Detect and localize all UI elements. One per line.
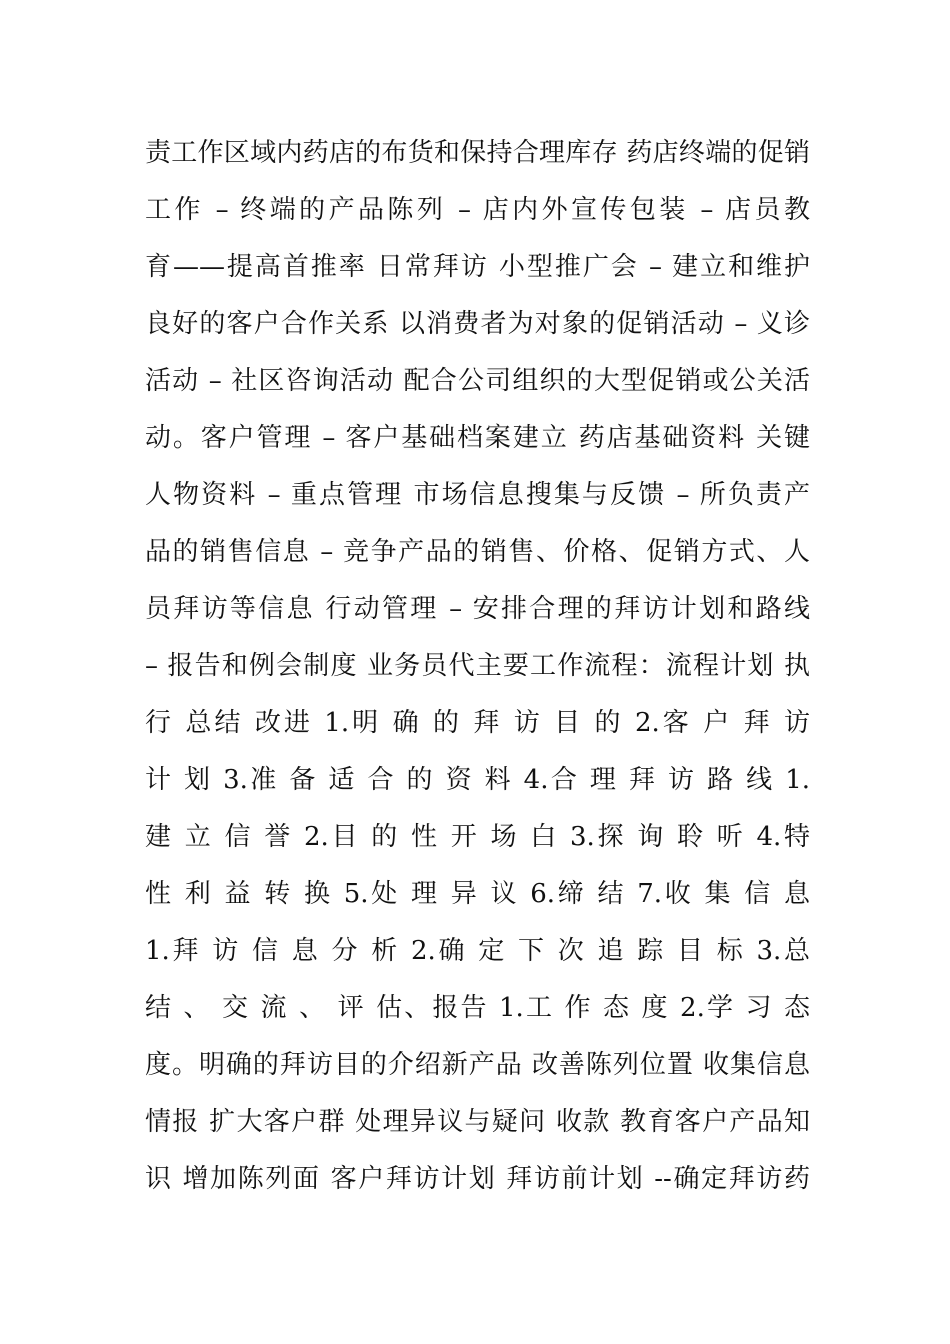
text-line: 1.拜 访 信 息 分 析 2.确 定 下 次 追 踪 目 标 3.总 <box>145 936 810 966</box>
text-line: 结 、 交 流 、 评 估、报告 1.工 作 态 度 2.学 习 态 <box>145 993 810 1023</box>
text-line: – 报告和例会制度 业务员代主要工作流程：流程计划 执 <box>145 651 810 681</box>
text-line: 建 立 信 誉 2.目 的 性 开 场 白 3.探 询 聆 听 4.特 <box>145 822 810 852</box>
text-line: 度。明确的拜访目的介绍新产品 改善陈列位置 收集信息 <box>145 1050 810 1080</box>
text-line: 识 增加陈列面 客户拜访计划 拜访前计划 --确定拜访药 <box>145 1164 810 1194</box>
text-line: 工作 – 终端的产品陈列 – 店内外宣传包装 – 店员教 <box>145 195 810 225</box>
text-line: 动。客户管理 – 客户基础档案建立 药店基础资料 关键 <box>145 423 810 453</box>
text-line: 情报 扩大客户群 处理异议与疑问 收款 教育客户产品知 <box>145 1107 810 1137</box>
text-line: 计 划 3.准 备 适 合 的 资 料 4.合 理 拜 访 路 线 1. <box>145 765 810 795</box>
text-line: 良好的客户合作关系 以消费者为对象的促销活动 – 义诊 <box>145 309 810 339</box>
body-text <box>145 125 810 1208</box>
text-line: 人物资料 – 重点管理 市场信息搜集与反馈 – 所负责产 <box>145 480 810 510</box>
text-line: 性 利 益 转 换 5.处 理 异 议 6.缔 结 7.收 集 信 息 <box>145 879 810 909</box>
text-line: 员拜访等信息 行动管理 – 安排合理的拜访计划和路线 <box>145 594 810 624</box>
text-line: 责工作区域内药店的布货和保持合理库存 药店终端的促销 <box>145 138 810 168</box>
text-line: 行 总结 改进 1.明 确 的 拜 访 目 的 2.客 户 拜 访 <box>145 708 810 738</box>
text-line: 活动 – 社区咨询活动 配合公司组织的大型促销或公关活 <box>145 366 810 396</box>
text-line: 育——提高首推率 日常拜访 小型推广会 – 建立和维护 <box>145 252 810 282</box>
text-line: 品的销售信息 – 竞争产品的销售、价格、促销方式、人 <box>145 537 810 567</box>
